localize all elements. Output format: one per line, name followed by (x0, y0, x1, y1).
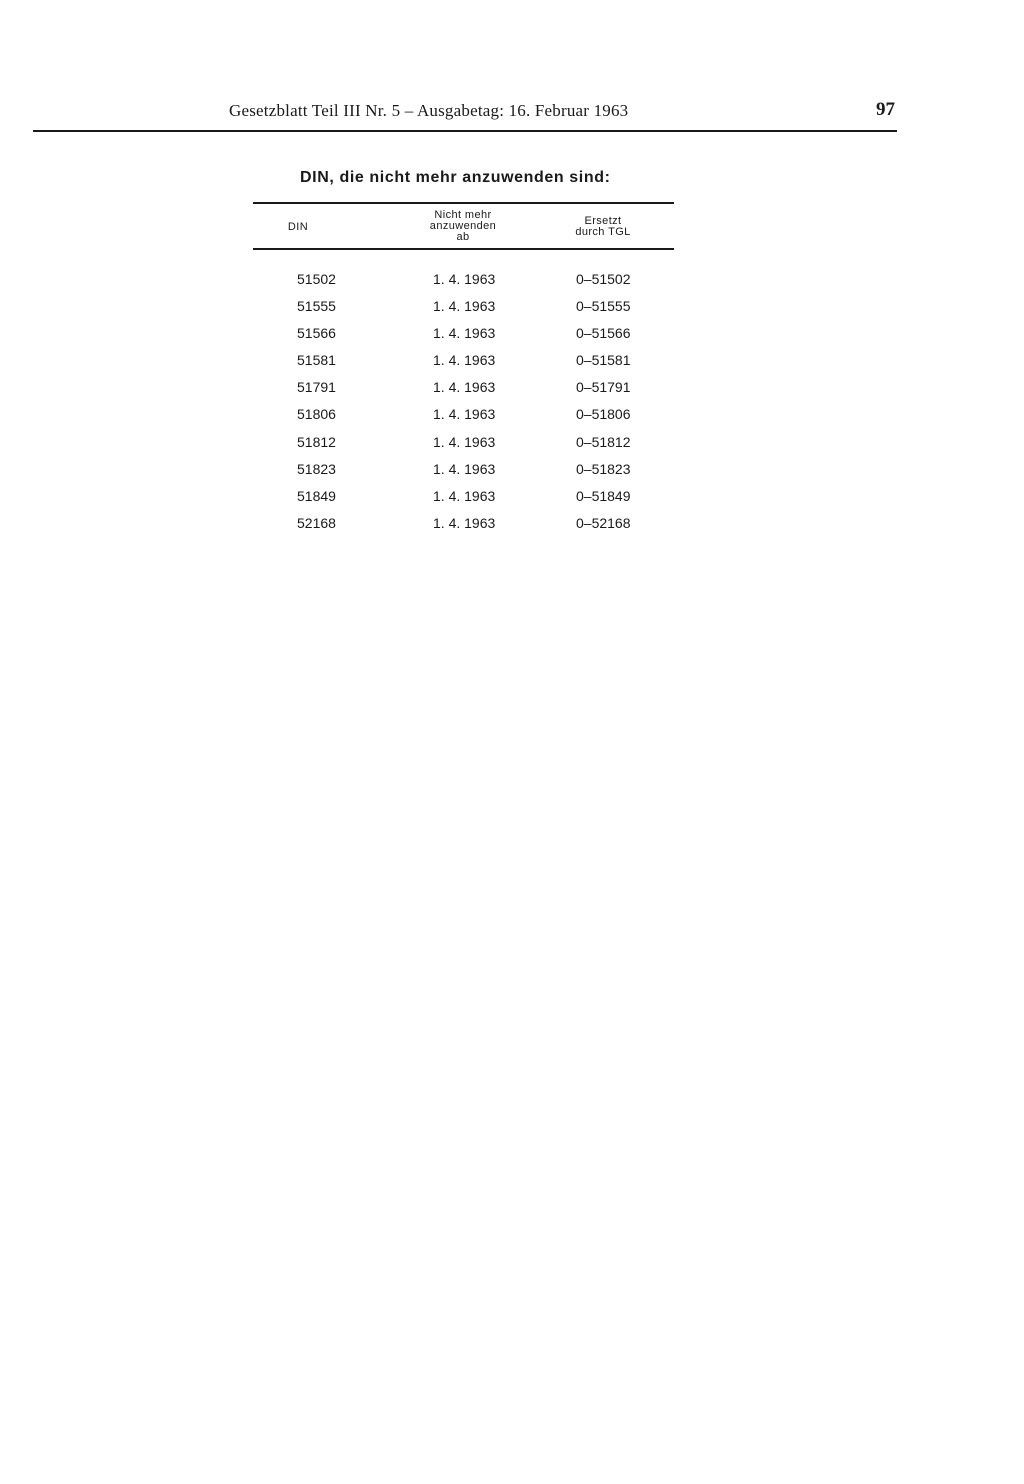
date-value: 1. 4. 1963 (433, 460, 496, 477)
page-header (0, 0, 1024, 140)
date-value: 1. 4. 1963 (433, 325, 496, 342)
tgl-number: 0–51566 (576, 325, 631, 342)
din-number: 51581 (297, 352, 336, 369)
date-value: 1. 4. 1963 (433, 271, 496, 287)
tgl-number: 0–51812 (576, 433, 631, 450)
din-number: 51566 (297, 325, 336, 342)
date-value: 1. 4. 1963 (433, 514, 496, 531)
tgl-number: 0–51849 (576, 487, 631, 504)
table-row (253, 298, 674, 325)
tgl-number: 0–51806 (576, 406, 631, 423)
table-row (253, 379, 674, 406)
date-value: 1. 4. 1963 (433, 379, 496, 396)
table-header-rule (253, 248, 674, 250)
table-row (253, 352, 674, 379)
tgl-number: 0–51791 (576, 379, 631, 396)
din-number: 51812 (297, 433, 336, 450)
table-row (253, 461, 674, 488)
section-title: DIN, die nicht mehr anzuwenden sind: (300, 169, 611, 186)
din-number: 52168 (297, 514, 336, 531)
table-row (253, 515, 674, 542)
header-rule (33, 130, 897, 132)
din-number: 51555 (297, 298, 336, 315)
date-value: 1. 4. 1963 (433, 487, 496, 504)
table-body (253, 271, 674, 542)
din-number: 51806 (297, 406, 336, 423)
tgl-number: 0–51581 (576, 352, 631, 369)
column-header-date: Nicht mehr anzuwenden ab (429, 209, 497, 243)
column-header-din: DIN (287, 221, 309, 233)
din-number: 51849 (297, 487, 336, 504)
tgl-number: 0–52168 (576, 514, 631, 531)
tgl-number: 0–51823 (576, 460, 631, 477)
table-row (253, 488, 674, 515)
tgl-number: 0–51555 (576, 298, 631, 315)
date-value: 1. 4. 1963 (433, 298, 496, 315)
table-row (253, 271, 674, 298)
table-row (253, 325, 674, 352)
table-row (253, 406, 674, 433)
column-header-tgl: Ersetzt durch TGL (575, 215, 631, 238)
date-value: 1. 4. 1963 (433, 433, 496, 450)
din-number: 51791 (297, 379, 336, 396)
din-number: 51502 (297, 271, 336, 287)
din-number: 51823 (297, 460, 336, 477)
table-row (253, 434, 674, 461)
table-top-rule (253, 202, 674, 204)
date-value: 1. 4. 1963 (433, 406, 496, 423)
tgl-number: 0–51502 (576, 271, 631, 287)
date-value: 1. 4. 1963 (433, 352, 496, 369)
page-number: 97 (876, 99, 895, 120)
running-head: Gesetzblatt Teil III Nr. 5 – Ausgabetag: 16. Februar 1963 (229, 101, 629, 120)
